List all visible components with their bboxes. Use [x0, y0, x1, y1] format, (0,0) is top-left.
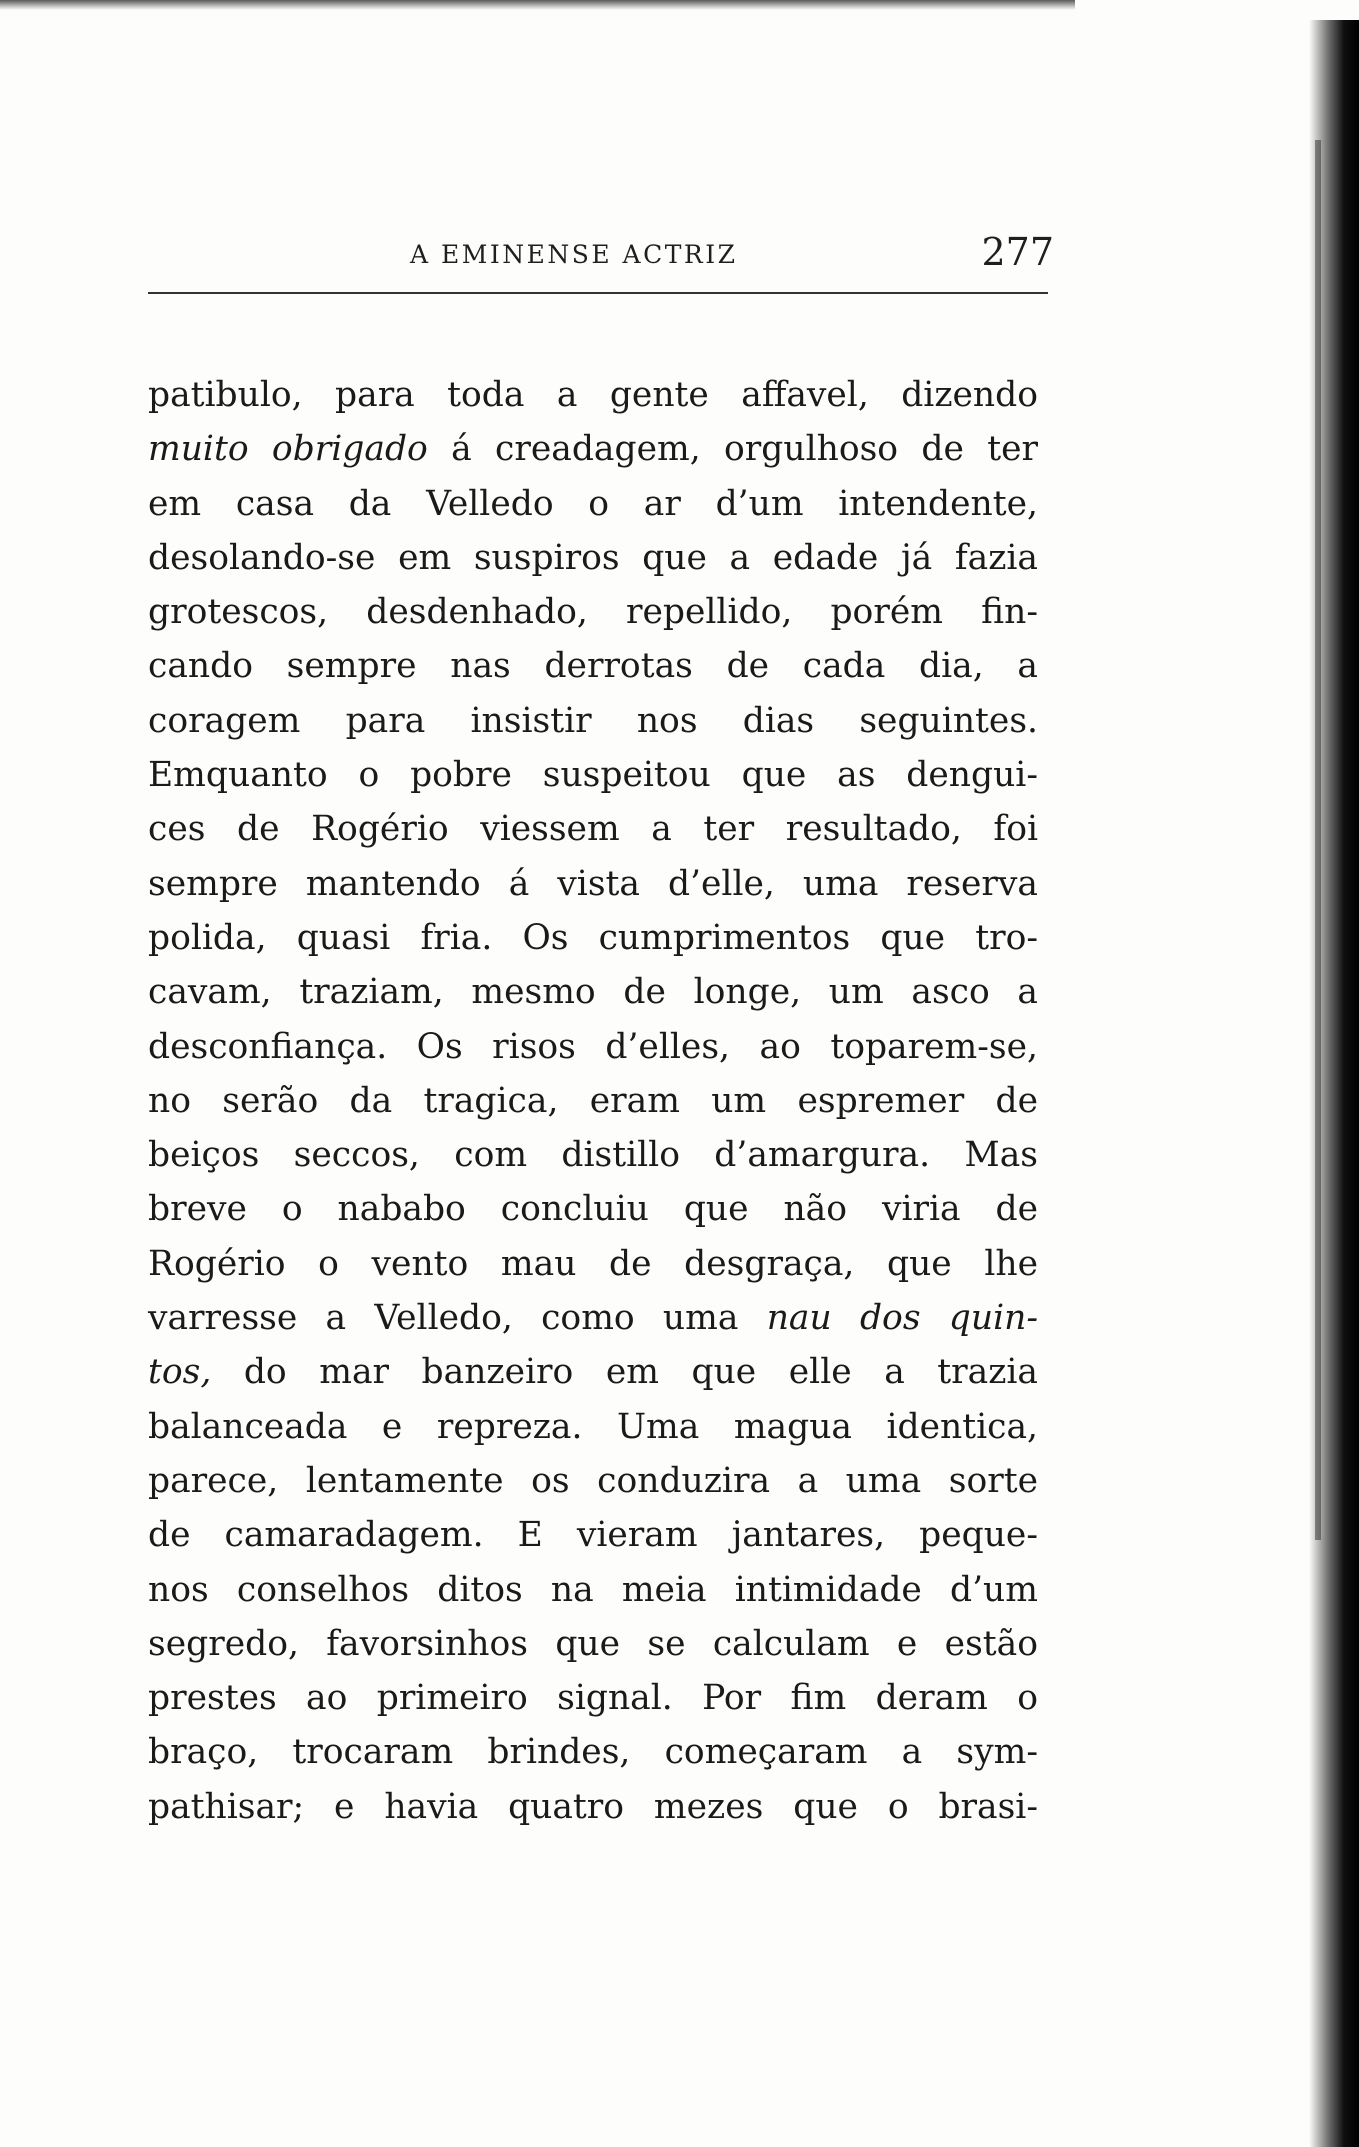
text-segment: varresse a Velledo, como uma	[148, 1298, 767, 1339]
text-segment: Rogério o vento mau de desgraça, que lhe	[148, 1243, 1038, 1284]
text-segment: nos conselhos ditos na meia intimidade d’um	[148, 1569, 1038, 1610]
text-line	[148, 1671, 1038, 1725]
text-line	[148, 477, 1038, 531]
text-segment: em casa da Velledo o ar d’um intendente,	[148, 483, 1038, 524]
text-line	[148, 1780, 1038, 1834]
text-line	[148, 802, 1038, 856]
text-segment: breve o nababo concluiu que não viria de	[148, 1189, 1038, 1230]
text-segment: parece, lentamente os conduzira a uma sorte	[148, 1460, 1038, 1501]
text-segment: patibulo, para toda a gente affavel, dizendo	[148, 375, 1038, 415]
text-line	[148, 1074, 1038, 1128]
text-segment: de camaradagem. E vieram jantares, peque-	[148, 1515, 1038, 1556]
text-line	[148, 368, 1038, 422]
text-line	[148, 1508, 1038, 1562]
text-line	[148, 639, 1038, 693]
text-segment: segredo, favorsinhos que se calculam e estão	[148, 1623, 1038, 1664]
text-segment: coragem para insistir nos dias seguintes.	[148, 700, 1038, 741]
text-line	[148, 1291, 1038, 1345]
text-line	[148, 422, 1038, 476]
text-line	[148, 1128, 1038, 1182]
running-title: A EMINENSE ACTRIZ	[410, 240, 738, 269]
italic-text: muito obrigado	[148, 429, 428, 470]
text-line	[148, 1237, 1038, 1291]
text-line	[148, 1400, 1038, 1454]
text-segment: balanceada e repreza. Uma magua identica,	[148, 1406, 1038, 1447]
text-segment: desolando-se em suspiros que a edade já fazia	[148, 537, 1038, 578]
italic-text: tos,	[148, 1352, 212, 1393]
text-line	[148, 585, 1038, 639]
text-segment: prestes ao primeiro signal. Por fim deram o	[148, 1678, 1038, 1719]
text-segment: á creadagem, orgulhoso de ter	[427, 429, 1038, 470]
text-line	[148, 965, 1038, 1019]
text-line	[148, 1563, 1038, 1617]
italic-text: nau dos quin-	[766, 1298, 1038, 1339]
body-text	[148, 368, 1038, 1834]
text-line	[148, 694, 1038, 748]
text-segment: do mar banzeiro em que elle a trazia	[211, 1352, 1038, 1393]
text-segment: no serão da tragica, eram um espremer de	[148, 1080, 1038, 1121]
text-segment: grotescos, desdenhado, repellido, porém fin-	[148, 592, 1038, 633]
text-line	[148, 531, 1038, 585]
book-spine-shadow	[1309, 20, 1359, 2147]
header-rule	[148, 292, 1048, 294]
text-line	[148, 1182, 1038, 1236]
text-line	[148, 1617, 1038, 1671]
text-segment: braço, trocaram brindes, começaram a sym-	[148, 1732, 1038, 1773]
text-segment: cavam, traziam, mesmo de longe, um asco a	[148, 972, 1038, 1013]
text-line	[148, 1345, 1038, 1399]
text-line	[148, 857, 1038, 911]
text-segment: sempre mantendo á vista d’elle, uma reserva	[148, 863, 1038, 904]
text-line	[148, 748, 1038, 802]
text-segment: cando sempre nas derrotas de cada dia, a	[148, 646, 1038, 687]
text-segment: Emquanto o pobre suspeitou que as dengui-	[148, 755, 1038, 796]
text-line	[148, 1020, 1038, 1074]
text-line	[148, 911, 1038, 965]
text-line	[148, 1725, 1038, 1779]
page-top-edge-shadow	[0, 0, 1075, 10]
spine-shadow-streak	[1315, 140, 1321, 1540]
text-segment: beiços seccos, com distillo d’amargura. Mas	[148, 1135, 1038, 1176]
text-segment: pathisar; e havia quatro mezes que o brasi-	[148, 1786, 1038, 1827]
text-segment: ces de Rogério viessem a ter resultado, foi	[148, 809, 1038, 850]
text-segment: desconfiança. Os risos d’elles, ao toparem-se,	[148, 1026, 1038, 1067]
running-head	[148, 230, 1054, 296]
page-number: 277	[981, 230, 1054, 274]
text-segment: polida, quasi fria. Os cumprimentos que tro-	[148, 917, 1038, 958]
text-line	[148, 1454, 1038, 1508]
